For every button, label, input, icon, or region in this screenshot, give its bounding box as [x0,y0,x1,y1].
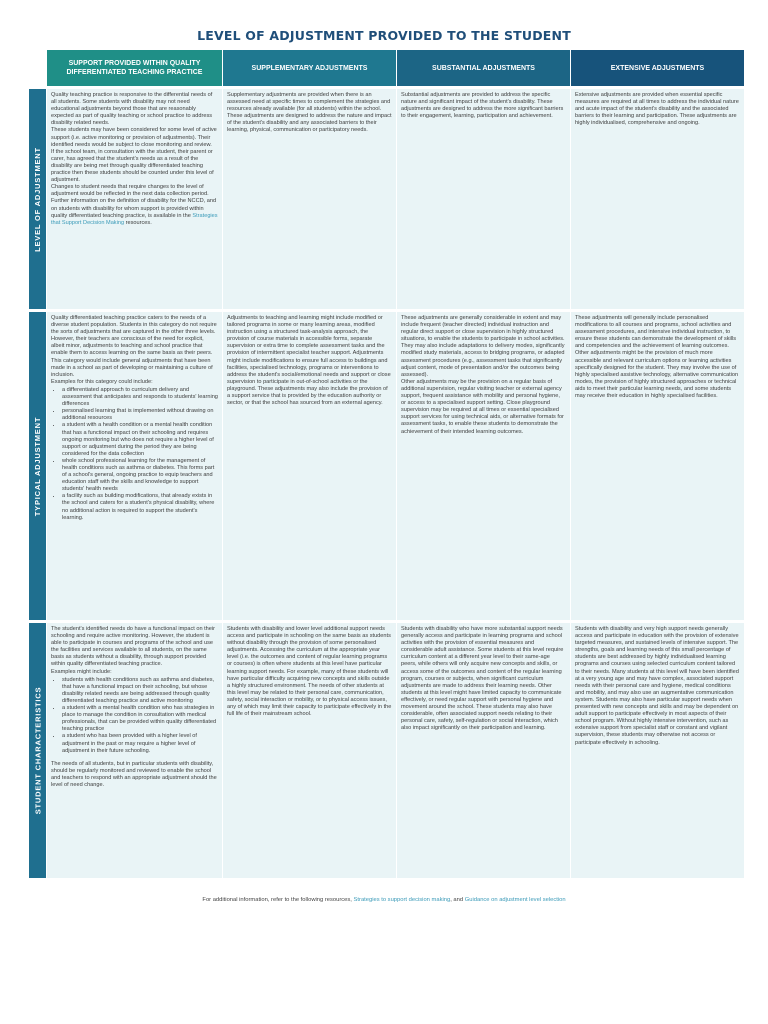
paragraph: Extensive adjustments are provided when essential specific measures are required at all times to address the individual nature and acute impact of the student's disability and the associated barriers to their learning and participation. These adjustments are highly individualised, comprehensive and ongoing. [575,92,739,127]
table-corner [29,50,46,86]
level-supplementary-cell [223,89,396,309]
row-label-text: STUDENT CHARACTERISTICS [33,686,43,815]
paragraph [51,198,218,226]
student-supplementary-cell [223,623,396,878]
row-label-student-characteristics [29,623,46,878]
examples-list [51,677,218,755]
list-item: • a facility such as building modifications, that already exists in the school and caters for a student's physical disability, where no additional action is required to support the student's learning. [62,493,218,521]
header-quality-differentiated-teaching: SUPPORT PROVIDED WITHIN QUALITY DIFFERENTIATED TEACHING PRACTICE [47,50,222,86]
list-item: • a student who has been provided with a higher level of adjustment in the past or may require a higher level of adjustment in their future schooling. [62,733,218,754]
paragraph: Examples might include: [51,668,112,675]
row-label-text: TYPICAL ADJUSTMENT [33,416,42,516]
paragraph: Students with disability and lower level additional support needs access and participate in schooling on the same basis as students without disability through the provision of some personalised adjustments. Accessing the curriculum at the appropriate year level (i.e. the outcomes and content of regular learning programs or courses) is often where students at this level have particular learning support needs. For example, many of these students will have particular difficulty acquiring new concepts and skills outside a highly structured environment. The needs of other students at this level may be related to their personal care, communication, safety, social interaction or mobility, or to physical access issues, any of which may limit their capacity to participate effectively in the full life of their mainstream school. [227,626,392,718]
footer-text: For additional information, refer to the following resources, [202,897,354,903]
paragraph: The student's identified needs do have a functional impact on their schooling and require active monitoring. However, the student is able to participate in courses and programs of the school and use the facilities and services available to all students, on the same basis as students without a disability, through support provided within quality differentiated teaching practice. [51,626,216,668]
list-item: • students with health conditions such as asthma and diabetes, that have a functional impact on their schooling, but whose disability related needs are being addressed through quality differentiated teaching practice and active monitoring [62,677,218,705]
paragraph: If the school team, in consultation with the student, their parent or carer, has agreed that the student's needs as a result of the disability are being met through quality differentiated teaching practice then these students should be counted under this level of adjustment. [51,148,214,184]
paragraph: Other adjustments may be the provision on a regular basis of additional supervision, regular visiting teacher or external agency support, frequent assistance with mobility and personal hygiene, or access to a specialised support setting. Close playground supervision may be required at all times or essential specialised support services for using technical aids, or alternative formats for assessment tasks, to enable these students to demonstrate the achievement of their intended learning outcomes. [401,378,564,435]
footer-text: , and [450,897,465,903]
header-supplementary-adjustments: SUPPLEMENTARY ADJUSTMENTS [223,50,396,86]
list-item: • a student with a health condition or a mental health condition that has a functional impact on their schooling and requires ongoing monitoring but who does not require a higher level of support or adjustment during the period they are being considered for the data collection [62,422,218,457]
level-quality-cell [47,89,222,309]
paragraph: These adjustments are generally considerable in extent and may include frequent (teacher directed) individual instruction and regular direct support or close supervision in highly structured situations, to enable the students to participate in school activities. They may also include adaptations to delivery modes, significantly modified study materials, access to bridging programs, or adapted assessment procedures (e.g., assessment tasks that significantly adjust content, mode of presentation and/or the outcomes being assessed). [401,315,565,378]
row-label-typical-adjustment [29,312,46,620]
typical-substantial-cell [397,312,570,620]
paragraph: Supplementary adjustments are provided when there is an assessed need at specific times to complement the strategies and resources already available (for all students) within the school. These adjustments are designed to address the nature and impact of the student's disability and any associated barriers to their learning, physical, communication or participatory needs. [227,92,392,134]
level-extensive-cell [571,89,744,309]
paragraph: Substantial adjustments are provided to address the specific nature and significant impact of the student's disability. These adjustments are designed to address the more significant barriers to their engagement, learning, participation and achievement. [401,92,564,120]
student-quality-cell [47,623,222,878]
student-extensive-cell [571,623,744,878]
header-extensive-adjustments: EXTENSIVE ADJUSTMENTS [571,50,744,86]
decision-making-link[interactable]: Strategies to support decision making [353,897,451,903]
footer-note [0,897,768,903]
adjustment-table [29,50,744,872]
list-item: • whole school professional learning for the management of health conditions such as asthma or diabetes. This forms part of a school's general, ongoing practice to equip teachers and education staff with the skills and knowledge to support students' health needs [62,458,218,493]
adjustment-guidance-link[interactable]: Guidance on adjustment level selection [464,897,566,903]
paragraph: Changes to student needs that require changes to the level of adjustment would be reflected in the next data collection period. [51,184,209,198]
typical-extensive-cell [571,312,744,620]
paragraph: Students with disability who have more substantial support needs generally access and participate in learning programs and school activities with the provision of essential measures and considerable adult assistance. Some students at this level require curriculum content at a different year level to their same-age peers, while others will only acquire new concepts and skills, or access some of the outcomes and content of the regular learning program, courses or subjects, when significant curriculum adjustments are made to address their learning needs. Other students at this level might have limited capacity to communicate effectively, or need regular support with personal hygiene and movement around the school. These students may also have considerable, often associated support needs relating to their personal care, safety, self-regulation or social interaction, which also impact significantly on their participation and learning. [401,626,564,732]
paragraph: Adjustments to teaching and learning might include modified or tailored programs in some or many learning areas, modified instruction using a structured task-analysis approach, the provision of course materials in accessible forms, separate supervision or extra time to complete assessment tasks and the provision of intermittent specialist teacher support. Adjustments might include modifications to ensure full access to buildings and facilities, specialised technology, programs or interventions to address the student's social/emotional needs and support or close supervision to participate in out-of-school activities or the playground. These adjustments may also include the provision of a support service that is provided by the education authority or sector, or that the school has sourced from an external agency. [227,315,391,407]
student-substantial-cell [397,623,570,878]
row-label-level-of-adjustment [29,89,46,309]
paragraph: Quality differentiated teaching practice caters to the needs of a diverse student population. Students in this category do not require the sorts of adjustments that are captured in the other three levels. However, their teachers are conscious of the need for explicit, albeit minor, adjustments to teaching and school practice that enable them to access learning on the same basis as their peers. This category would include general adjustments that have been made in a school as part of developing or maintaining a culture of inclusion. [51,315,217,378]
paragraph: These students may have been considered for some level of active support (i.e. active monitoring or provision of adjustments). Their identified needs would be subject to close monitoring and review. [51,127,217,148]
text: resources. [124,219,152,226]
strategies-link[interactable]: Strategies that Support Decision Making [51,212,218,226]
paragraph: The needs of all students, but in particular students with disability, should be regularly monitored and reviewed to enable the school and teachers to respond with an appropriate adjustment should the level of need change. [51,760,217,788]
typical-supplementary-cell [223,312,396,620]
header-substantial-adjustments: SUBSTANTIAL ADJUSTMENTS [397,50,570,86]
list-item: • a student with a mental health condition who has strategies in place to manage the condition in consultation with medical professionals, that can be provided within quality differentiated teaching practice [62,705,218,733]
examples-list [51,387,218,522]
row-label-text: LEVEL OF ADJUSTMENT [33,146,43,252]
paragraph: Examples for this category could include: [51,378,153,385]
level-substantial-cell [397,89,570,309]
page-title: LEVEL OF ADJUSTMENT PROVIDED TO THE STUDENT [197,28,571,43]
text: Further information on the definition of disability for the NCCD, and on students with disability for whom support is provided within quality differentiated teaching practice, is available in the [51,198,217,219]
typical-quality-cell [47,312,222,620]
paragraph: Quality teaching practice is responsive to the differential needs of all students. Some students with disability may not need educational adjustments beyond those that are reasonably expected as part of quality teaching or school practice to address disability related needs. [51,92,213,127]
paragraph: Students with disability and very high support needs generally access and participate in education with the provision of extensive targeted measures, and sustained levels of intensive support. The strengths, goals and learning needs of this small percentage of students are best addressed by highly individualised learning programs and courses using selected curriculum content tailored to their needs. Many students at this level will have been identified at a very young age and may have complex, associated support needs with their personal care and hygiene, medical conditions and mobility, and may also use an augmentative communication system. Students may also have particular support needs when presented with new concepts and skills and may be dependent on adult support to participate effectively in most aspects of their school program. Without highly intensive intervention, such as extensive support from specialist staff or constant and vigilant supervision, these students may otherwise not access or participate effectively in schooling. [575,626,739,746]
paragraph: These adjustments will generally include personalised modifications to all courses and programs, school activities and assessment procedures, and intensive individual instruction, to ensure these students can demonstrate the development of skills and competencies and the achievement of learning outcomes. Other adjustments might be the provision of much more accessible and relevant curriculum options or learning activities specifically designed for the student. They may involve the use of highly specialised assistive technology, alternative communication modes, the provision of highly structured approaches or technical aids to meet their particular learning needs, and some students may receive their education in highly specialised facilities. [575,315,739,400]
list-item: • a differentiated approach to curriculum delivery and assessment that anticipates and responds to students' learning differences [62,387,218,408]
list-item: • personalised learning that is implemented without drawing on additional resources [62,408,218,422]
